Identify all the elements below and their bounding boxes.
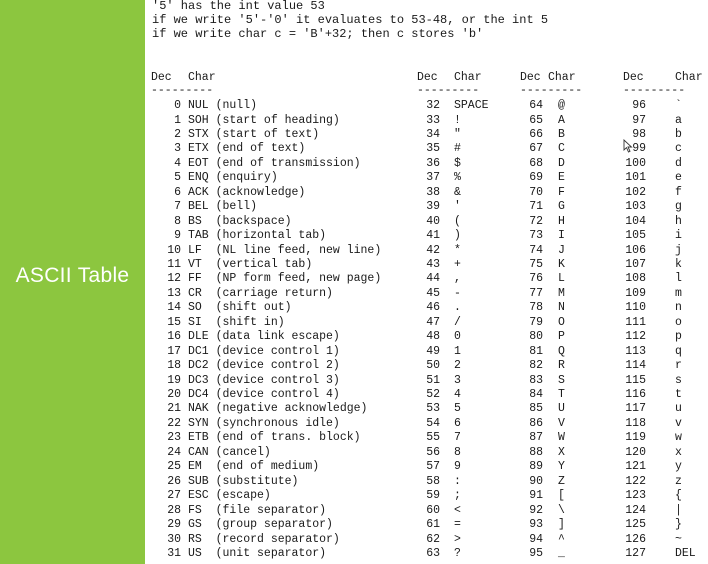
ascii-dec-value: 59 (426, 489, 440, 503)
ascii-dec-value: 29 (167, 518, 181, 531)
ascii-dec-value: 27 (167, 489, 181, 503)
ascii-char-value: y (675, 460, 682, 474)
note-line: '5' has the int value 53 (152, 0, 325, 13)
ascii-char-value: \ (558, 503, 565, 517)
ascii-char-value: @ (558, 99, 565, 112)
ascii-char-value: r (675, 359, 682, 373)
ascii-dec-value: 18 (167, 359, 181, 373)
ascii-dec-value: 67 (529, 142, 543, 156)
ascii-char-value: - (454, 286, 461, 300)
ascii-dec-value: 100 (625, 156, 646, 170)
ascii-char-value: z (675, 474, 682, 488)
ascii-char-value: b (675, 127, 682, 141)
ascii-dec-value: 114 (625, 359, 646, 373)
ascii-dec-value: 24 (167, 445, 181, 459)
ascii-char-value: R (558, 359, 565, 373)
ascii-dec-value: 110 (625, 301, 646, 315)
ascii-dec-value: 61 (426, 518, 440, 531)
ascii-dec-value: 35 (426, 142, 440, 156)
ascii-dec-value: 56 (426, 445, 440, 459)
ascii-dec-value: 120 (625, 445, 646, 459)
ascii-char-value: | (675, 503, 682, 517)
ascii-char-value: c (675, 142, 682, 156)
ascii-dec-value: 111 (625, 315, 646, 329)
ascii-dec-value: 43 (426, 257, 440, 271)
ascii-dec-value: 78 (529, 301, 543, 315)
ascii-char-value: ! (454, 113, 461, 127)
ascii-dec-value: 71 (529, 200, 543, 214)
ascii-dec-value: 17 (167, 344, 181, 358)
ascii-char-value: DC2 (device control 2) (188, 359, 340, 373)
ascii-dec-value: 50 (426, 359, 440, 373)
ascii-dec-value: 102 (625, 185, 646, 199)
ascii-dec-value: 45 (426, 286, 440, 300)
ascii-dec-value: 14 (167, 301, 181, 315)
ascii-dec-value: 79 (529, 315, 543, 329)
ascii-char-value: . (454, 301, 461, 315)
ascii-char-value: ; (454, 489, 461, 503)
ascii-dec-value: 94 (529, 532, 543, 546)
column-separator: --------- (520, 84, 583, 97)
column-header-char: Char (454, 71, 482, 84)
ascii-char-value: ' (454, 200, 461, 214)
ascii-dec-value: 119 (625, 431, 646, 445)
ascii-dec-value: 16 (167, 330, 181, 344)
ascii-dec-value: 74 (529, 243, 543, 257)
ascii-dec-value: 86 (529, 416, 543, 430)
ascii-char-value: DEL (675, 547, 696, 560)
ascii-dec-value: 66 (529, 127, 543, 141)
ascii-char-value: : (454, 474, 461, 488)
ascii-char-value: h (675, 214, 682, 228)
ascii-dec-value: 123 (625, 489, 646, 503)
ascii-dec-value: 28 (167, 503, 181, 517)
ascii-dec-value: 95 (529, 547, 543, 560)
ascii-char-value: 2 (454, 359, 461, 373)
ascii-dec-value: 84 (529, 388, 543, 401)
ascii-dec-value: 23 (167, 431, 181, 445)
ascii-dec-value: 80 (529, 330, 543, 344)
ascii-char-value: " (454, 127, 461, 141)
ascii-dec-value: 53 (426, 402, 440, 416)
ascii-char-value: FF (NP form feed, new page) (188, 272, 382, 286)
ascii-char-value: ~ (675, 532, 682, 546)
ascii-dec-value: 93 (529, 518, 543, 531)
ascii-dec-value: 55 (426, 431, 440, 445)
ascii-char-value: q (675, 344, 682, 358)
ascii-dec-value: 22 (167, 416, 181, 430)
ascii-dec-value: 109 (625, 286, 646, 300)
ascii-dec-value: 58 (426, 474, 440, 488)
ascii-char-value: i (675, 229, 682, 242)
ascii-char-value: SOH (start of heading) (188, 113, 340, 127)
ascii-dec-value: 7 (174, 200, 181, 214)
ascii-char-value: 4 (454, 388, 461, 401)
ascii-char-value: VT (vertical tab) (188, 257, 313, 271)
ascii-char-value: n (675, 301, 682, 315)
ascii-char-value: SO (shift out) (188, 301, 292, 315)
ascii-char-value: 6 (454, 416, 461, 430)
ascii-dec-value: 87 (529, 431, 543, 445)
ascii-char-value: x (675, 445, 682, 459)
ascii-char-value: 9 (454, 460, 461, 474)
ascii-char-value: ) (454, 229, 461, 242)
ascii-dec-value: 98 (632, 127, 646, 141)
ascii-char-value: A (558, 113, 565, 127)
ascii-char-value: I (558, 229, 565, 242)
ascii-dec-value: 90 (529, 474, 543, 488)
ascii-dec-value: 126 (625, 532, 646, 546)
ascii-char-value: ` (675, 99, 682, 112)
ascii-char-value: = (454, 518, 461, 531)
ascii-char-value: ^ (558, 532, 565, 546)
ascii-char-value: T (558, 388, 565, 401)
ascii-char-value: CR (carriage return) (188, 286, 333, 300)
ascii-dec-value: 15 (167, 315, 181, 329)
ascii-dec-value: 57 (426, 460, 440, 474)
ascii-char-value: B (558, 127, 565, 141)
ascii-char-value: e (675, 171, 682, 185)
ascii-char-value: V (558, 416, 565, 430)
ascii-char-value: 0 (454, 330, 461, 344)
column-header-dec: Dec (623, 71, 644, 84)
ascii-char-value: * (454, 243, 461, 257)
ascii-char-value: DC3 (device control 3) (188, 373, 340, 387)
ascii-dec-value: 33 (426, 113, 440, 127)
ascii-char-value: j (675, 243, 682, 257)
ascii-dec-value: 19 (167, 373, 181, 387)
ascii-char-value: [ (558, 489, 565, 503)
ascii-char-value: w (675, 431, 682, 445)
ascii-char-value: } (675, 518, 682, 531)
ascii-dec-value: 39 (426, 200, 440, 214)
ascii-dec-value: 31 (167, 547, 181, 560)
ascii-char-value: D (558, 156, 565, 170)
column-separator: --------- (417, 84, 480, 97)
ascii-dec-value: 117 (625, 402, 646, 416)
column-separator: --------- (151, 84, 214, 97)
ascii-char-value: k (675, 257, 682, 271)
ascii-dec-value: 20 (167, 388, 181, 401)
ascii-char-value: Y (558, 460, 565, 474)
ascii-dec-value: 46 (426, 301, 440, 315)
column-header-char: Char (188, 71, 216, 84)
ascii-dec-value: 73 (529, 229, 543, 242)
ascii-char-value: # (454, 142, 461, 156)
ascii-dec-value: 32 (426, 99, 440, 112)
ascii-char-value: m (675, 286, 682, 300)
ascii-dec-value: 3 (174, 142, 181, 156)
ascii-dec-value: 30 (167, 532, 181, 546)
ascii-char-value: EOT (end of transmission) (188, 156, 361, 170)
ascii-char-value: BEL (bell) (188, 200, 258, 214)
ascii-dec-value: 2 (174, 127, 181, 141)
ascii-char-value: DC1 (device control 1) (188, 344, 340, 358)
ascii-dec-value: 0 (174, 99, 181, 112)
ascii-char-value: f (675, 185, 682, 199)
ascii-char-value: 3 (454, 373, 461, 387)
ascii-char-value: $ (454, 156, 461, 170)
ascii-dec-value: 10 (167, 243, 181, 257)
ascii-char-value: L (558, 272, 565, 286)
ascii-char-value: ACK (acknowledge) (188, 185, 306, 199)
ascii-char-value: d (675, 156, 682, 170)
ascii-char-value: X (558, 445, 565, 459)
ascii-dec-value: 41 (426, 229, 440, 242)
ascii-dec-value: 5 (174, 171, 181, 185)
ascii-char-value: H (558, 214, 565, 228)
ascii-dec-value: 6 (174, 185, 181, 199)
ascii-dec-value: 37 (426, 171, 440, 185)
ascii-dec-value: 76 (529, 272, 543, 286)
ascii-char-value: US (unit separator) (188, 547, 327, 560)
ascii-char-value: ? (454, 547, 461, 560)
ascii-char-value: 7 (454, 431, 461, 445)
ascii-char-value: / (454, 315, 461, 329)
ascii-char-value: ENQ (enquiry) (188, 171, 278, 185)
ascii-dec-value: 121 (625, 460, 646, 474)
ascii-char-value: Z (558, 474, 565, 488)
ascii-char-value: t (675, 388, 682, 401)
ascii-char-value: ( (454, 214, 461, 228)
ascii-char-value: ETB (end of trans. block) (188, 431, 361, 445)
ascii-dec-value: 113 (625, 344, 646, 358)
ascii-char-value: F (558, 185, 565, 199)
ascii-char-value: _ (558, 547, 565, 560)
ascii-char-value: 8 (454, 445, 461, 459)
ascii-dec-value: 97 (632, 113, 646, 127)
ascii-char-value: BS (backspace) (188, 214, 292, 228)
ascii-char-value: G (558, 200, 565, 214)
ascii-char-value: EM (end of medium) (188, 460, 320, 474)
ascii-dec-value: 125 (625, 518, 646, 531)
ascii-char-value: K (558, 257, 565, 271)
ascii-char-value: a (675, 113, 682, 127)
ascii-dec-value: 47 (426, 315, 440, 329)
ascii-dec-value: 104 (625, 214, 646, 228)
ascii-dec-value: 127 (625, 547, 646, 560)
ascii-dec-value: 12 (167, 272, 181, 286)
ascii-dec-value: 26 (167, 474, 181, 488)
ascii-dec-value: 64 (529, 99, 543, 112)
ascii-dec-value: 99 (632, 142, 646, 156)
ascii-char-value: TAB (horizontal tab) (188, 229, 327, 242)
ascii-dec-value: 25 (167, 460, 181, 474)
ascii-dec-value: 13 (167, 286, 181, 300)
ascii-char-value: W (558, 431, 565, 445)
ascii-char-value: P (558, 330, 565, 344)
ascii-char-value: RS (record separator) (188, 532, 340, 546)
ascii-char-value: { (675, 489, 682, 503)
ascii-dec-value: 21 (167, 402, 181, 416)
ascii-char-value: FS (file separator) (188, 503, 327, 517)
ascii-dec-value: 11 (167, 257, 181, 271)
ascii-dec-value: 44 (426, 272, 440, 286)
ascii-dec-value: 42 (426, 243, 440, 257)
column-header-dec: Dec (417, 71, 438, 84)
ascii-dec-value: 88 (529, 445, 543, 459)
ascii-dec-value: 62 (426, 532, 440, 546)
column-header-dec: Dec (520, 71, 541, 84)
ascii-char-value: M (558, 286, 565, 300)
ascii-dec-value: 103 (625, 200, 646, 214)
ascii-char-value: STX (start of text) (188, 127, 320, 141)
ascii-char-value: u (675, 402, 682, 416)
ascii-char-value: SYN (synchronous idle) (188, 416, 340, 430)
ascii-dec-value: 72 (529, 214, 543, 228)
ascii-char-value: E (558, 171, 565, 185)
ascii-char-value: GS (group separator) (188, 518, 333, 531)
ascii-dec-value: 63 (426, 547, 440, 560)
ascii-char-value: & (454, 185, 461, 199)
ascii-dec-value: 52 (426, 388, 440, 401)
ascii-char-value: ] (558, 518, 565, 531)
ascii-char-value: NAK (negative acknowledge) (188, 402, 368, 416)
ascii-dec-value: 85 (529, 402, 543, 416)
ascii-char-value: N (558, 301, 565, 315)
ascii-char-value: ETX (end of text) (188, 142, 306, 156)
ascii-char-value: S (558, 373, 565, 387)
slide-content (145, 0, 708, 564)
ascii-dec-value: 112 (625, 330, 646, 344)
ascii-char-value: DLE (data link escape) (188, 330, 340, 344)
ascii-dec-value: 9 (174, 229, 181, 242)
ascii-char-value: > (454, 532, 461, 546)
ascii-char-value: CAN (cancel) (188, 445, 271, 459)
note-line: if we write '5'-'0' it evaluates to 53-48, or the int 5 (152, 13, 549, 27)
ascii-dec-value: 4 (174, 156, 181, 170)
ascii-dec-value: 83 (529, 373, 543, 387)
ascii-dec-value: 96 (632, 99, 646, 112)
ascii-dec-value: 36 (426, 156, 440, 170)
ascii-dec-value: 8 (174, 214, 181, 228)
note-line: if we write char c = 'B'+32; then c stores 'b' (152, 27, 484, 41)
column-header-char: Char (675, 71, 703, 84)
ascii-char-value: g (675, 200, 682, 214)
ascii-char-value: SI (shift in) (188, 315, 285, 329)
ascii-dec-value: 49 (426, 344, 440, 358)
ascii-dec-value: 51 (426, 373, 440, 387)
ascii-dec-value: 68 (529, 156, 543, 170)
ascii-char-value: , (454, 272, 461, 286)
ascii-dec-value: 107 (625, 257, 646, 271)
ascii-dec-value: 105 (625, 229, 646, 242)
ascii-dec-value: 82 (529, 359, 543, 373)
ascii-char-value: Q (558, 344, 565, 358)
ascii-dec-value: 106 (625, 243, 646, 257)
ascii-char-value: < (454, 503, 461, 517)
ascii-char-value: SPACE (454, 99, 489, 112)
ascii-char-value: O (558, 315, 565, 329)
ascii-char-value: l (675, 272, 682, 286)
ascii-dec-value: 38 (426, 185, 440, 199)
ascii-char-value: o (675, 315, 682, 329)
ascii-char-value: 5 (454, 402, 461, 416)
ascii-dec-value: 89 (529, 460, 543, 474)
ascii-char-value: DC4 (device control 4) (188, 388, 340, 401)
ascii-dec-value: 92 (529, 503, 543, 517)
ascii-dec-value: 75 (529, 257, 543, 271)
ascii-char-value: J (558, 243, 565, 257)
ascii-char-value: C (558, 142, 565, 156)
column-header-char: Char (548, 71, 576, 84)
ascii-dec-value: 60 (426, 503, 440, 517)
ascii-dec-value: 118 (625, 416, 646, 430)
ascii-dec-value: 1 (174, 113, 181, 127)
ascii-dec-value: 108 (625, 272, 646, 286)
ascii-char-value: SUB (substitute) (188, 474, 299, 488)
column-separator: --------- (623, 84, 686, 97)
ascii-dec-value: 70 (529, 185, 543, 199)
ascii-char-value: 1 (454, 344, 461, 358)
ascii-char-value: % (454, 171, 461, 185)
ascii-char-value: v (675, 416, 682, 430)
ascii-dec-value: 69 (529, 171, 543, 185)
column-header-dec: Dec (151, 71, 172, 84)
ascii-char-value: s (675, 373, 682, 387)
ascii-dec-value: 40 (426, 214, 440, 228)
ascii-dec-value: 34 (426, 127, 440, 141)
ascii-dec-value: 81 (529, 344, 543, 358)
ascii-dec-value: 116 (625, 388, 646, 401)
ascii-dec-value: 54 (426, 416, 440, 430)
ascii-dec-value: 124 (625, 503, 646, 517)
ascii-dec-value: 115 (625, 373, 646, 387)
ascii-dec-value: 122 (625, 474, 646, 488)
ascii-dec-value: 101 (625, 171, 646, 185)
ascii-dec-value: 65 (529, 113, 543, 127)
ascii-dec-value: 77 (529, 286, 543, 300)
ascii-char-value: p (675, 330, 682, 344)
slide-title: ASCII Table (15, 264, 130, 287)
sidebar (0, 0, 145, 564)
ascii-char-value: + (454, 257, 461, 271)
ascii-char-value: ESC (escape) (188, 489, 271, 503)
ascii-char-value: LF (NL line feed, new line) (188, 243, 382, 257)
ascii-char-value: U (558, 402, 565, 416)
ascii-dec-value: 48 (426, 330, 440, 344)
ascii-dec-value: 91 (529, 489, 543, 503)
ascii-char-value: NUL (null) (188, 99, 258, 112)
